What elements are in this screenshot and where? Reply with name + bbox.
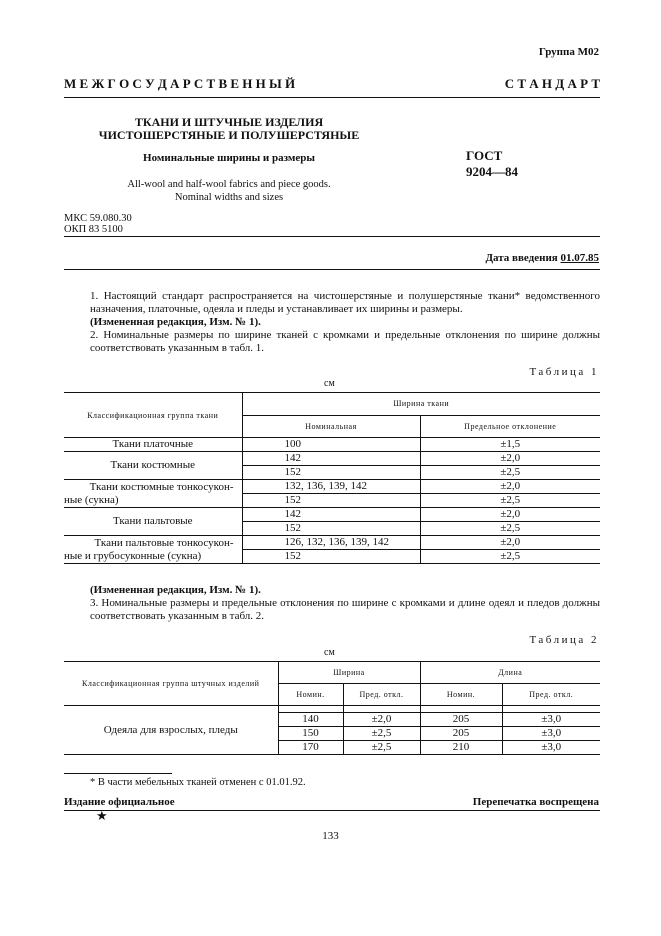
table-1-nominal: 152 [242, 466, 420, 480]
table-1-nominal: 100 [242, 438, 420, 452]
table-2-unit: см [324, 647, 335, 658]
page-number: 133 [322, 830, 339, 842]
table-1-deviation: ±2,0 [420, 452, 600, 466]
table-2-length-dev: ±3,0 [502, 727, 600, 741]
effective-date [485, 252, 599, 264]
paragraph-2-text: 2. Номинальные размеры по ширине тканей с кромками и предельные отклонения по ширине должны соответствовать указанным в табл. 1. [90, 329, 600, 354]
revision-note-2: (Измененная редакция, Изм. № 1). [90, 584, 261, 596]
table-1-header-class: Классификационная группа ткани [64, 393, 242, 438]
doc-title [64, 116, 394, 142]
mks-code: МКС 59.080.30 [64, 213, 132, 224]
table-row [64, 536, 600, 550]
table-2-length-nom: 205 [420, 727, 502, 741]
table-2-header-length-nom: Номин. [420, 684, 502, 706]
banner-left: М Е Ж Г О С У Д А Р С Т В Е Н Н Ы Й [64, 76, 296, 91]
reprint-prohibited: Перепечатка воспрещена [472, 796, 599, 808]
paragraph-1-text: 1. Настоящий стандарт распространяется на чистошерстяные и полушерстяные ткани* ведомственного назначения, платочные, одеяла и пледы и устанавливает их ширины и размеры. [90, 290, 600, 315]
table-1-nominal: 132, 136, 139, 142 [242, 480, 420, 494]
table-row [64, 508, 600, 522]
title-line-2: ЧИСТОШЕРСТЯНЫЕ И ПОЛУШЕРСТЯНЫЕ [98, 128, 360, 142]
table-1-nominal: 126, 132, 136, 139, 142 [242, 536, 420, 550]
paragraph-1 [64, 290, 600, 355]
table-2-width-dev: ±2,0 [343, 713, 420, 727]
standard-banner [64, 76, 600, 92]
table-2-caption: Таблица 2 [529, 634, 599, 646]
table-1-nominal: 152 [242, 494, 420, 508]
table-1-group-1: Ткани платочные [64, 438, 242, 452]
table-1-group-3-line-1: Ткани костюмные тонкосукон- [89, 480, 234, 493]
table-2-length-nom: 210 [420, 741, 502, 755]
table-2-width-dev: ±2,5 [343, 741, 420, 755]
table-2-width-dev: ±2,5 [343, 727, 420, 741]
table-1-deviation: ±2,5 [420, 466, 600, 480]
table-1-deviation: ±2,5 [420, 494, 600, 508]
table-2-header-width: Ширина [278, 662, 420, 684]
table-1-deviation: ±2,0 [420, 480, 600, 494]
table-2 [64, 661, 600, 755]
table-1-group-4: Ткани пальтовые [64, 508, 242, 536]
table-2-length-dev: ±3,0 [502, 741, 600, 755]
doc-subtitle: Номинальные ширины и размеры [143, 152, 315, 164]
footnote: * В части мебельных тканей отменен с 01.01.92. [90, 777, 306, 788]
table-row [64, 452, 600, 466]
table-1 [64, 392, 600, 564]
table-1-unit: см [324, 378, 335, 389]
table-2-header-length-dev: Пред. откл. [502, 684, 600, 706]
table-2-header-width-dev: Пред. откл. [343, 684, 420, 706]
header-rule [64, 97, 600, 98]
group-code: Группа М02 [538, 46, 599, 58]
table-1-deviation: ±2,0 [420, 536, 600, 550]
table-row [64, 438, 600, 452]
table-2-group: Одеяла для взрослых, пледы [64, 706, 278, 755]
table-2-header-width-nom: Номин. [278, 684, 343, 706]
banner-right: С Т А Н Д А Р Т [504, 76, 600, 91]
table-1-nominal: 152 [242, 550, 420, 564]
table-2-width-nom: 150 [278, 727, 343, 741]
table-1-header-deviation: Предельное отклонение [420, 415, 600, 438]
table-1-deviation: ±2,5 [420, 550, 600, 564]
table-2-width-nom: 140 [278, 713, 343, 727]
english-title-line-1: All-wool and half-wool fabrics and piece goods. [127, 179, 331, 190]
table-2-length-dev: ±3,0 [502, 713, 600, 727]
table-1-header-width: Ширина ткани [242, 393, 600, 416]
classification-codes [64, 213, 132, 235]
official-edition: Издание официальное [64, 796, 175, 808]
table-1-nominal: 142 [242, 452, 420, 466]
gost-label: ГОСТ [466, 148, 503, 163]
table-1-caption: Таблица 1 [529, 366, 599, 378]
table-1-group-5-line-1: Ткани пальтовые тонкосукон- [94, 536, 234, 549]
codes-rule [64, 236, 600, 237]
gost-number [466, 148, 518, 180]
table-row [64, 706, 600, 713]
table-2-header-class: Классификационная группа штучных изделий [64, 662, 278, 706]
okp-code: ОКП 83 5100 [64, 224, 123, 235]
date-value: 01.07.85 [560, 252, 599, 264]
table-1-deviation: ±1,5 [420, 438, 600, 452]
date-rule [64, 269, 600, 270]
table-1-nominal: 152 [242, 522, 420, 536]
table-1-group-3 [64, 480, 242, 508]
table-2-width-nom: 170 [278, 741, 343, 755]
table-1-deviation: ±2,5 [420, 522, 600, 536]
table-1-header-nominal: Номинальная [242, 415, 420, 438]
english-title-line-2: Nominal widths and sizes [174, 192, 284, 203]
revision-note-1: (Измененная редакция, Изм. № 1). [90, 316, 261, 328]
title-line-1: ТКАНИ И ШТУЧНЫЕ ИЗДЕЛИЯ [134, 115, 324, 129]
table-1-group-3-line-2: ные (сукна) [64, 493, 119, 506]
date-label: Дата введения [485, 252, 558, 264]
english-title [64, 178, 394, 204]
table-row [64, 480, 600, 494]
footer-rule [64, 810, 600, 811]
table-1-group-5 [64, 536, 242, 564]
table-1-group-5-line-2: ные и грубосуконные (сукна) [64, 549, 202, 562]
paragraph-3-text: 3. Номинальные размеры и предельные отклонения по ширине с кромками и длине одеял и пледов должны соответствовать указанным в табл. 2. [90, 597, 600, 622]
table-1-deviation: ±2,0 [420, 508, 600, 522]
table-2-length-nom: 205 [420, 713, 502, 727]
gost-code: 9204—84 [466, 164, 518, 179]
footnote-rule [64, 773, 172, 774]
paragraph-3 [64, 584, 600, 623]
star-icon: ★ [96, 808, 108, 823]
table-1-nominal: 142 [242, 508, 420, 522]
table-2-header-length: Длина [420, 662, 600, 684]
table-1-group-2: Ткани костюмные [64, 452, 242, 480]
